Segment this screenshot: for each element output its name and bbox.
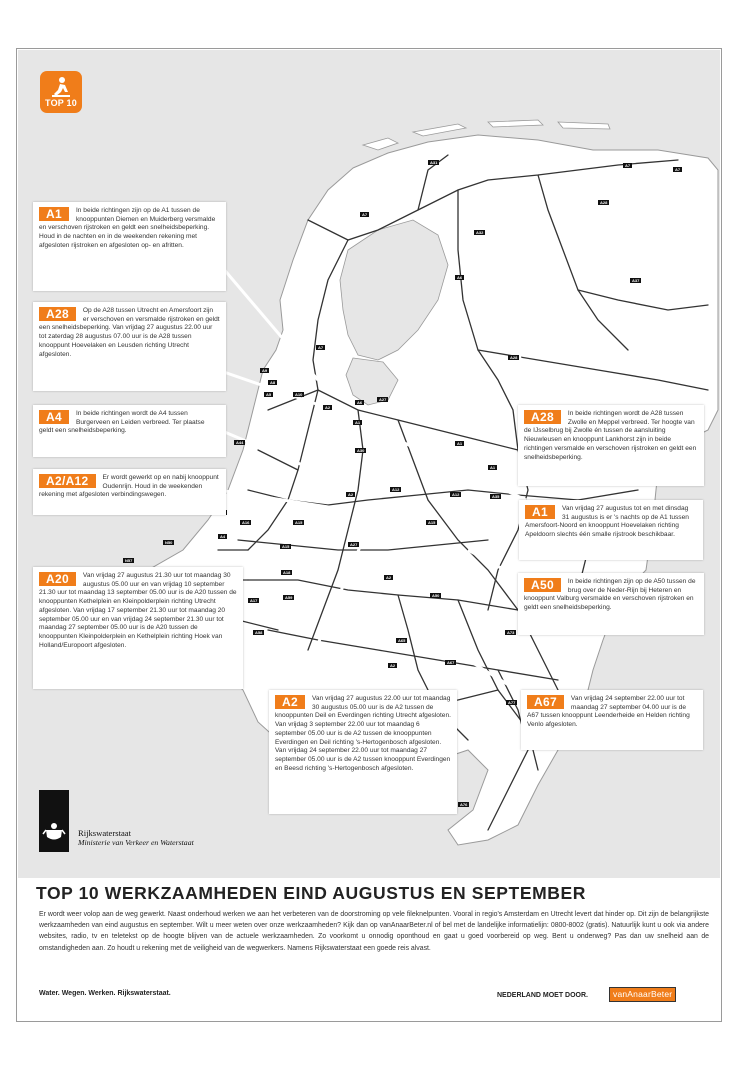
rijkswaterstaat-name: Rijkswaterstaat (78, 828, 131, 838)
road-label: A76 (460, 802, 468, 807)
road-tag: A28 (524, 410, 561, 424)
wadden-island-1 (363, 138, 398, 150)
road-label: A31 (430, 160, 438, 165)
callout-text: Van vrijdag 27 augustus 21.30 uur tot maandag 30 augustus 05.00 uur en van vrijdag 10 september 21.30 uur tot maandag 13 september 05.00 uur is de A20 tussen de knooppunten Kethelplein en Kleinpolderplein richting Utrecht afgesloten. Van vrijdag 17 september 21.30 uur tot maandag 20 september 05.00 uur en van vrijdag 24 september 21.30 uur tot maandag 27 september 05.00 uur is de A20 tussen de knooppunten Kleinpolderplein en Kethelplein richting Hoek van Holland/Europoort afgesloten. (39, 572, 237, 649)
road-label: A5 (266, 392, 272, 397)
road-tag: A4 (39, 410, 69, 424)
road-label: A15 (295, 520, 303, 525)
callout-a2-zuid (269, 690, 457, 814)
callout-text: Van vrijdag 27 augustus tot en met dinsdag 31 augustus is er 's nachts op de A1 tussen Amersfoort-Noord en knooppunt Hoevelaken richting Apeldoorn slechts één smalle rijstrook beschikbaar. (525, 505, 689, 539)
road-label: A73 (507, 630, 515, 635)
callout-a2-a12 (33, 469, 226, 515)
callout-text: Van vrijdag 27 augustus 22.00 uur tot maandag 30 augustus 05.00 uur is de A2 tussen de knooppunten Deil en Everdingen richting Utrecht afgesloten. Van vrijdag 3 september 22.00 uur tot maandag 6 september 05.00 uur is de A2 tussen de knooppunten Everdingen en Deil richting 's-Hertogenbosch afgesloten. Van vrijdag 24 september 22.00 uur tot maandag 27 september 05.00 uur is de A2 tussen knooppunt Everdingen en Beesd richting 's-Hertogenbosch afgesloten. (275, 695, 451, 772)
road-label: A6 (457, 275, 463, 280)
road-worker-icon (50, 76, 72, 98)
intro-text: Er wordt weer volop aan de weg gewerkt. Naast onderhoud werken we aan het verbeteren van de doorstroming op vele fileknelpunten. Vooral in regio's Amsterdam en Utrecht levert dat hinder op. Dit zijn de belangrijkste werkzaamheden van eind augustus en september. Wilt u meer weten over onze werkzaamheden? Kijk dan op vanAnaarBeter.nl of bel met de landelijke informatielijn: 0800-8002 (gratis). Natuurlijk kunt u ook via andere websites, radio, tv en teletekst op de hoogte blijven van de actuele werkzaamheden. Zo voorkomt u onnodig oponthoud en gaat u goed voorbereid op weg. Bent u onderweg? Pas dan uw snelheid aan de omstandigheden aan. Zo houdt u rekening met de veiligheid van de wegwerkers. Namens Rijkswaterstaat een goede reis alvast. (39, 911, 709, 952)
road-label: A4 (220, 534, 226, 539)
callout-a67 (521, 690, 703, 750)
road-label: A44 (236, 440, 244, 445)
callout-text: In beide richtingen wordt de A28 tussen Zwolle en Meppel verbreed. Ter hoogte van de IJsselbrug bij Zwolle én tussen de aansluiting Nieuwleusen en knooppunt Lankhorst zijn in beide richtingen versmalde en verschoven rijstroken en geldt een snelheidsbeperking. (524, 410, 697, 461)
road-label: A27 (379, 397, 387, 402)
callout-text: Op de A28 tussen Utrecht en Amersfoort zijn er verschoven en versmalde rijstroken en geldt een snelheidsbeperking. Van vrijdag 27 augustus 22.00 uur tot zaterdag 28 augustus 07.00 uur is de A28 tussen knooppunt Hoevelaken en Leusden richting Utrecht afgesloten. (39, 307, 220, 358)
road-tag: A2/A12 (39, 474, 96, 488)
road-label: A1 (457, 441, 463, 446)
road-label: A12 (392, 487, 400, 492)
road-label: N50 (165, 540, 173, 545)
road-label: A65 (398, 638, 406, 643)
wadden-island-2 (413, 124, 466, 136)
road-tag: A20 (39, 572, 76, 586)
road-label: A7 (675, 167, 681, 172)
callout-a20 (33, 567, 243, 689)
wadden-island-4 (558, 122, 610, 129)
top10-logo (40, 71, 82, 113)
poster (16, 48, 722, 1022)
slogan: NEDERLAND MOET DOOR. (497, 992, 588, 999)
footer (18, 879, 720, 1020)
vananaarbeter-logo: vanAnaarBeter (609, 987, 676, 1002)
road-label: A17 (250, 598, 258, 603)
road-label: A1 (355, 420, 361, 425)
road-label: A6 (357, 400, 363, 405)
road-tag: A67 (527, 695, 564, 709)
road-tag: A1 (39, 207, 69, 221)
road-label: A8 (270, 380, 276, 385)
road-label: A77 (508, 700, 516, 705)
callout-text: Van vrijdag 24 september 22.00 uur tot maandag 27 september 04.00 uur is de A67 tussen knooppunt Leenderheide en Helden richting Venlo afgesloten. (527, 695, 690, 729)
road-label: A35 (492, 494, 500, 499)
road-label: A15 (428, 520, 436, 525)
top10-label: TOP 10 (45, 98, 77, 108)
road-label: A27 (350, 542, 358, 547)
road-label: A15 (282, 544, 290, 549)
callout-a28-utrecht (33, 302, 226, 391)
road-tag: A2 (275, 695, 305, 709)
road-label: A9 (262, 368, 268, 373)
road-label: A28 (510, 355, 518, 360)
road-label: A2 (348, 492, 354, 497)
callout-text: In beide richtingen zijn op de A1 tussen de knooppunten Diemen en Muiderberg versmalde en verschoven rijstroken en geldt een snelheidsbeperking. Houd in de nachten en in de weekenden rekening met afgesloten rijstroken en afgesloten op- en afritten. (39, 207, 216, 249)
road-label: A59 (285, 595, 293, 600)
callout-text: Er wordt gewerkt op en nabij knooppunt Oudenrijn. Houd in de weekenden rekening met afgesloten verbindingswegen. (39, 474, 219, 499)
road-label: A2 (325, 405, 331, 410)
road-label: A67 (447, 660, 455, 665)
callout-a50 (518, 573, 704, 635)
road-label: A12 (452, 492, 460, 497)
road-label: A16 (242, 520, 250, 525)
rijkswaterstaat-text (78, 828, 194, 848)
wadden-island-3 (488, 120, 543, 127)
road-label: A2 (390, 663, 396, 668)
road-label: A7 (318, 345, 324, 350)
callout-text: In beide richtingen zijn op de A50 tussen de brug over de Neder-Rijn bij Heteren en knooppunt Valburg versmalde en verschoven rijstroken en geldt een snelheidsbeperking. (524, 578, 696, 612)
road-label: A32 (476, 230, 484, 235)
road-label: A1 (490, 465, 496, 470)
road-label: A18 (283, 570, 291, 575)
callout-a28-zwolle (518, 405, 704, 486)
road-label: N57 (125, 558, 133, 563)
road-label: A7 (625, 163, 631, 168)
map-panel (18, 50, 720, 878)
callout-a4 (33, 405, 226, 457)
callout-a1-noord (33, 202, 226, 291)
callout-text: In beide richtingen wordt de A4 tussen Burgerveen en Leiden verbreed. Ter plaatse geldt een snelheidsbeperking. (39, 410, 205, 435)
road-label: A2 (386, 575, 392, 580)
road-tag: A1 (525, 505, 555, 519)
road-label: A58 (255, 630, 263, 635)
ministry-name: Ministerie van Verkeer en Waterstaat (78, 838, 194, 847)
road-label: A50 (432, 593, 440, 598)
road-label: A37 (632, 278, 640, 283)
tagline: Water. Wegen. Werken. Rijkswaterstaat. (39, 990, 171, 997)
road-label: A10 (295, 392, 303, 397)
road-tag: A50 (524, 578, 561, 592)
rijkswaterstaat-logo (39, 790, 69, 852)
road-label: A7 (362, 212, 368, 217)
page-title: TOP 10 WERKZAAMHEDEN EIND AUGUSTUS EN SEPTEMBER (36, 883, 587, 903)
road-label: A28 (600, 200, 608, 205)
callout-a1-oost (519, 500, 703, 560)
road-label: A30 (357, 448, 365, 453)
crest-icon (39, 790, 69, 852)
road-tag: A28 (39, 307, 76, 321)
